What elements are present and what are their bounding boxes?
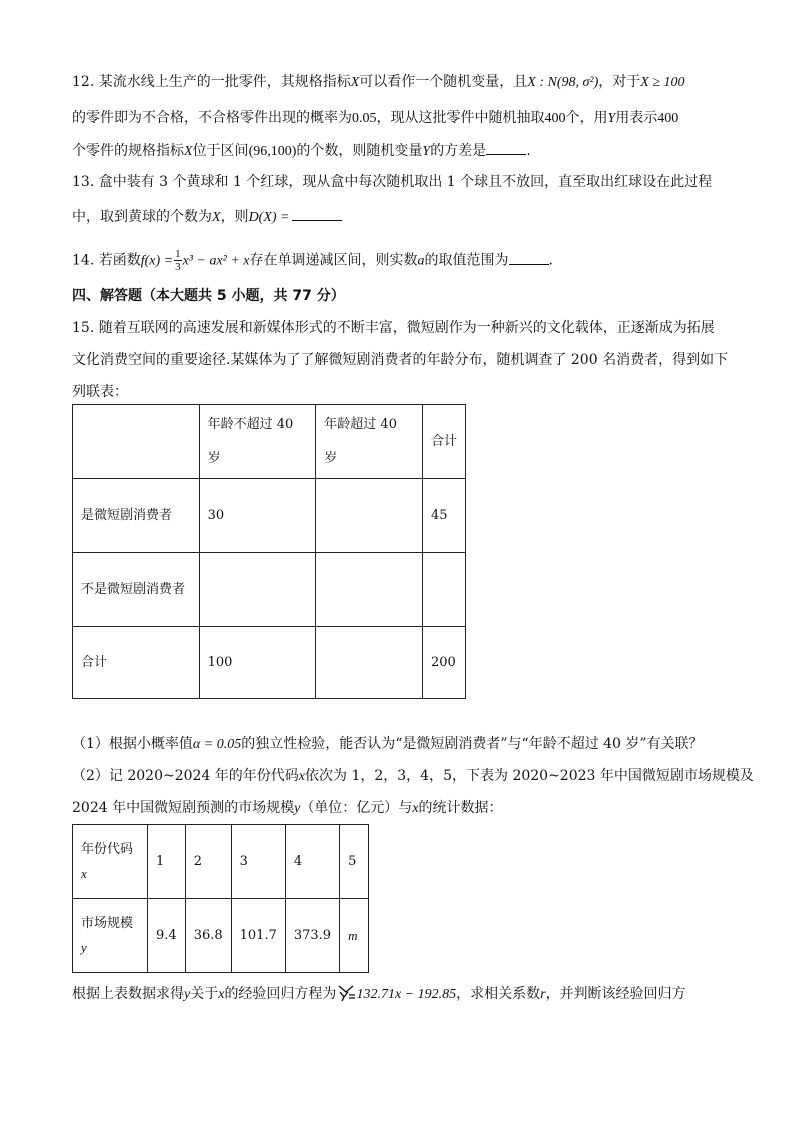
table-cell: 5	[340, 825, 369, 899]
math-condition: X ≥ 100	[640, 75, 685, 90]
math-fraction	[174, 248, 182, 273]
math-var-a: a	[417, 253, 425, 269]
table-cell: 4	[285, 825, 339, 899]
row-label: 市场规模	[81, 915, 134, 931]
math-function: f(x) =	[140, 253, 174, 269]
part1-text: （1）根据小概率值	[72, 736, 193, 752]
math-var-x: x	[218, 987, 225, 1002]
table-row	[73, 553, 466, 627]
final-text: ，并判断该经验回归方	[545, 986, 686, 1002]
table-cell: 30	[199, 479, 316, 553]
table-cell: 2	[185, 825, 231, 899]
fraction-denominator: 3	[175, 261, 181, 273]
table-cell: 100	[199, 627, 316, 699]
part2-text: （单位：亿元）与	[300, 800, 413, 816]
math-regression-equation: 132.71x − 192.85	[356, 987, 457, 1002]
math-probability: 0.05	[352, 111, 377, 126]
table-row	[73, 627, 466, 699]
market-size-table	[72, 824, 369, 973]
q14-text: 存在单调递减区间，则实数	[249, 252, 418, 269]
q12-text: 个，用	[565, 110, 608, 126]
table-row	[73, 825, 369, 899]
q14-text: .	[548, 252, 553, 269]
math-var-x: X	[212, 210, 221, 225]
q13-line-2	[72, 206, 342, 228]
math-var-y: Y	[422, 144, 431, 159]
part2-line-1	[72, 766, 754, 787]
q14-text: 14. 若函数	[72, 252, 141, 269]
table-cell	[73, 405, 200, 479]
table-cell: 3	[231, 825, 285, 899]
math-var-x: X	[350, 75, 360, 90]
answer-blank[interactable]	[509, 250, 549, 265]
q13-text: 中，取到黄球的个数为	[72, 209, 212, 225]
table-cell: 200	[422, 627, 465, 699]
final-text: 根据上表数据求得	[72, 986, 184, 1002]
q13-line-1: 13. 盒中装有 3 个黄球和 1 个红球，现从盒中每次随机取出 1 个球且不放回，直至取出红球设在此过程	[72, 174, 713, 190]
section-heading: 四、解答题（本大题共 5 小题，共 77 分）	[72, 288, 345, 304]
q12-text: ，对于	[598, 74, 641, 90]
q12-text: 用表示	[615, 110, 658, 126]
q12-line-1	[72, 72, 685, 93]
final-text: 关于	[190, 986, 219, 1002]
part1-text: 的独立性检验，能否认为“是微短剧消费者”与“年龄不超过 40 岁”有关联？	[241, 736, 703, 752]
table-cell: 合计	[73, 627, 200, 699]
table-header	[73, 825, 148, 899]
math-alpha: α = 0.05	[192, 737, 242, 752]
table-cell	[422, 553, 465, 627]
q12-line-2	[72, 108, 678, 129]
q15-line-1: 15. 随着互联网的高速发展和新媒体形式的不断丰富，微短剧作为一种新兴的文化载体，正逐渐成为拓展	[72, 320, 715, 336]
table-cell: 9.4	[148, 899, 186, 973]
q12-line-3	[72, 140, 531, 162]
math-sample-size: 400	[657, 111, 679, 126]
final-text: ，求相关系数	[456, 986, 541, 1002]
q14-text: 的取值范围为	[424, 252, 509, 269]
q12-text: 12. 某流水线上生产的一批零件，其规格指标	[72, 74, 351, 90]
table-cell	[316, 553, 423, 627]
row-label: 年份代码	[81, 841, 134, 857]
math-variance: D(X) =	[248, 210, 290, 225]
math-var-r: r	[540, 987, 546, 1002]
table-cell: 45	[422, 479, 465, 553]
fraction-numerator: 1	[175, 248, 181, 260]
table-cell: 不是微短剧消费者	[73, 553, 200, 627]
table-cell: 36.8	[185, 899, 231, 973]
math-var-x: x	[412, 801, 419, 816]
q15-line-3: 列联表：	[72, 384, 128, 400]
math-interval: (96,100)	[248, 144, 297, 159]
contingency-table	[72, 404, 466, 699]
final-text: 的经验回归方程为	[224, 986, 337, 1002]
q12-text: 个零件的规格指标	[72, 143, 184, 159]
part2-text: 依次为 1，2，3，4，5，下表为 2020~2023 年中国微短剧市场规模及	[305, 768, 754, 784]
table-header: 合计	[422, 405, 465, 479]
q12-text: 可以看作一个随机变量，且	[359, 74, 528, 90]
table-row	[73, 899, 369, 973]
math-var-x: X	[184, 144, 193, 159]
table-row	[73, 479, 466, 553]
math-var-y: y	[294, 801, 301, 816]
q12-text: 位于区间	[192, 143, 249, 159]
math-var-x: x	[81, 865, 87, 881]
part2-text: 的统计数据：	[418, 800, 503, 816]
table-cell	[316, 479, 423, 553]
math-sample-size: 400	[544, 111, 566, 126]
table-row	[73, 405, 466, 479]
math-var-x: x	[298, 769, 306, 784]
table-cell	[316, 627, 423, 699]
table-header: 年龄不超过 40 岁	[199, 405, 316, 479]
part2-line-2	[72, 798, 503, 819]
table-cell: m	[340, 899, 369, 973]
part2-text: （2）记 2020~2024 年的年份代码	[72, 768, 299, 784]
y-hat-icon	[336, 984, 356, 1002]
part2-text: 2024 年中国微短剧预测的市场规模	[72, 800, 295, 816]
answer-blank[interactable]	[292, 206, 342, 221]
math-distribution: X : N(98, σ²)	[527, 75, 599, 90]
math-var-y: y	[81, 939, 87, 955]
q12-text: 的零件即为不合格，不合格零件出现的概率为	[72, 110, 352, 126]
table-cell: 101.7	[231, 899, 285, 973]
q13-text: ，则	[220, 209, 249, 225]
table-header: 年龄超过 40 岁	[316, 405, 423, 479]
math-polynomial: x³ − ax² + x	[182, 253, 250, 269]
q15-line-2: 文化消费空间的重要途径.某媒体为了了解微短剧消费者的年龄分布，随机调查了 200 名消费者，得到如下	[72, 352, 729, 368]
part1-line	[72, 734, 703, 755]
math-var-y: y	[184, 987, 191, 1002]
table-cell: 373.9	[285, 899, 339, 973]
q12-text: 的个数，则随机变量	[296, 143, 423, 159]
table-header	[73, 899, 148, 973]
q14-line	[72, 248, 553, 273]
answer-blank[interactable]	[486, 140, 526, 155]
q12-text: .	[526, 143, 531, 159]
table-cell: 1	[148, 825, 186, 899]
final-line	[72, 984, 686, 1005]
q12-text: ，现从这批零件中随机抽取	[376, 110, 545, 126]
math-var-y: Y	[607, 111, 616, 126]
table-cell	[199, 553, 316, 627]
table-cell: 是微短剧消费者	[73, 479, 200, 553]
q12-text: 的方差是	[430, 143, 487, 159]
